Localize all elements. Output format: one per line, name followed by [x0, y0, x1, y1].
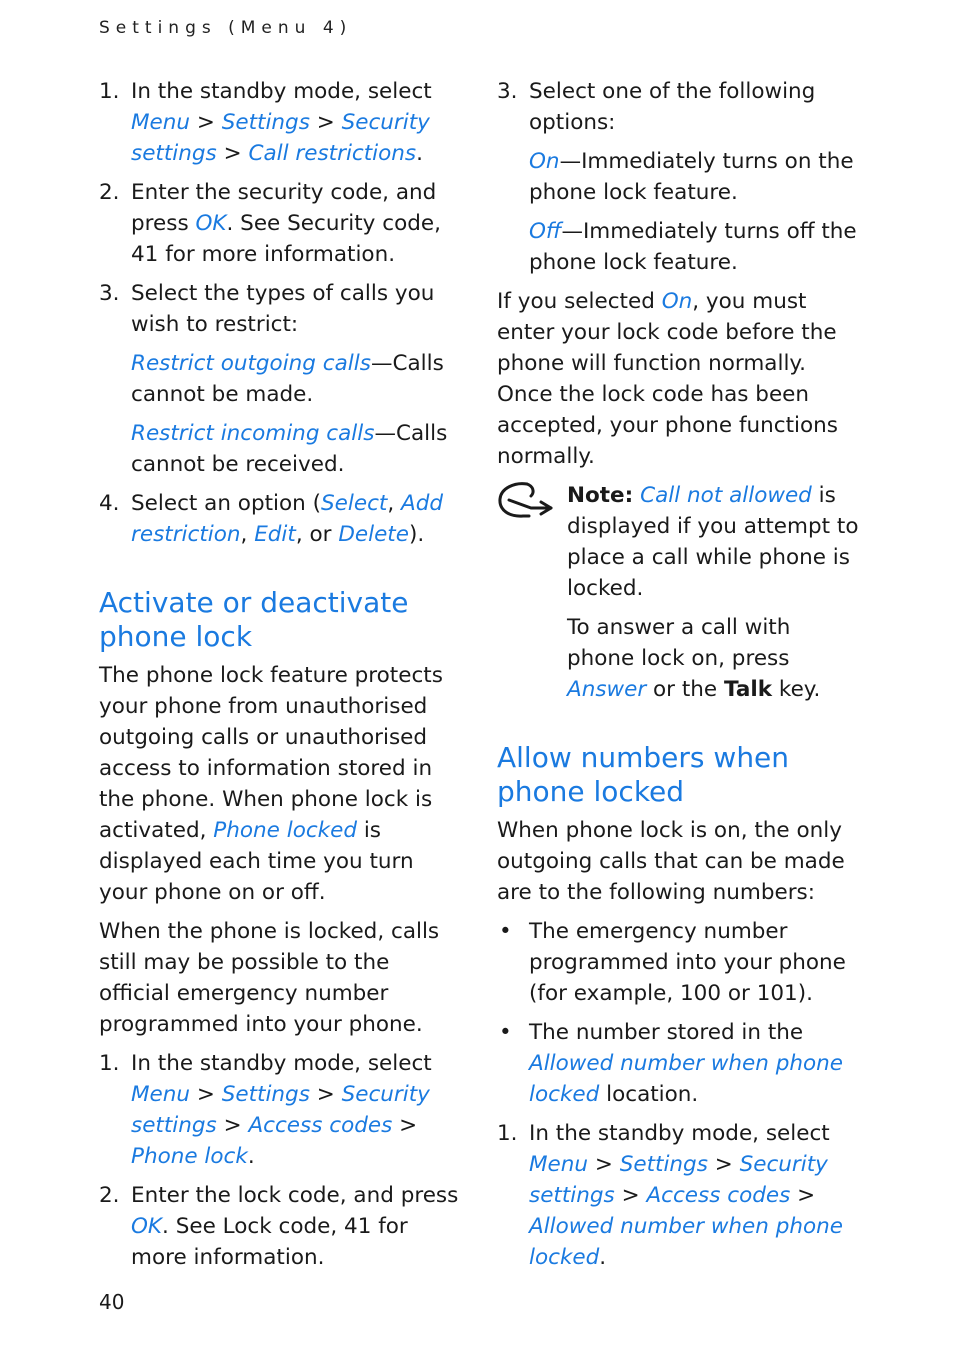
- period: .: [247, 1144, 255, 1169]
- step-number: 3.: [99, 281, 120, 306]
- step-number: 3.: [497, 79, 518, 104]
- separator: ,: [387, 491, 402, 516]
- separator: >: [588, 1152, 620, 1177]
- option-description: —Immediately turns off the phone lock feature.: [529, 219, 857, 275]
- step-text: . See Lock code, 41 for more information.: [131, 1214, 408, 1270]
- restrict-outgoing-link: Restrict outgoing calls: [131, 351, 371, 376]
- separator: , or: [295, 522, 339, 547]
- ok-link: OK: [195, 211, 227, 236]
- access-codes-link: Access codes: [248, 1113, 393, 1138]
- step-text: Enter the security code, and press: [131, 180, 437, 236]
- security-settings-link: Security settings: [131, 1082, 430, 1138]
- call-restrictions-link: Call restrictions: [248, 141, 417, 166]
- left-lock-step-1: [99, 1048, 464, 1172]
- note-body: is displayed if you attempt to place a call while phone is locked.: [567, 483, 859, 601]
- bullet-dot: •: [499, 919, 512, 944]
- step-text: Enter the lock code, and press: [131, 1183, 459, 1208]
- option-restrict-outgoing: [99, 348, 464, 410]
- phone-lock-description: [99, 660, 464, 908]
- step-number: 1.: [497, 1121, 518, 1146]
- page-number: 40: [99, 1290, 125, 1314]
- paragraph-text: , you must enter your lock code before the phone will function normally. Once the lock code has been accepted, your phone functions normally.: [497, 289, 838, 469]
- call-not-allowed-link: Call not allowed: [640, 483, 812, 508]
- note-block: [497, 480, 862, 705]
- step-text: In the standby mode, select: [529, 1121, 830, 1146]
- left-step-3: [99, 278, 464, 340]
- option-on: [497, 146, 862, 208]
- separator: >: [614, 1183, 647, 1208]
- step-text: Select an option (: [131, 491, 322, 516]
- settings-link: Settings: [619, 1152, 708, 1177]
- on-link: On: [661, 289, 693, 314]
- select-link: Select: [321, 491, 388, 516]
- access-codes-link: Access codes: [646, 1183, 791, 1208]
- section-heading-allow-numbers: Allow numbers when phone locked: [497, 741, 790, 808]
- separator: ,: [240, 522, 255, 547]
- separator: >: [309, 110, 342, 135]
- bullet-allowed-number: [497, 1017, 862, 1110]
- separator: >: [392, 1113, 418, 1138]
- left-lock-step-2: [99, 1180, 464, 1273]
- step-number: 2.: [99, 1183, 120, 1208]
- paragraph-text: If you selected: [497, 289, 662, 314]
- right-step-3: [497, 76, 862, 138]
- settings-link: Settings: [221, 1082, 310, 1107]
- allowed-number-link: Allowed number when phone locked: [529, 1051, 844, 1107]
- step-text: Select one of the following options:: [529, 79, 816, 135]
- bullet-text: The emergency number programmed into your phone (for example, 100 or 101).: [529, 919, 846, 1006]
- section-heading-phone-lock: Activate or deactivate phone lock: [99, 586, 409, 653]
- separator: >: [190, 1082, 222, 1107]
- step-text: In the standby mode, select: [131, 79, 432, 104]
- note-hand-icon: [497, 480, 553, 520]
- restrict-incoming-link: Restrict incoming calls: [131, 421, 375, 446]
- right-column: [497, 76, 862, 1281]
- separator: >: [190, 110, 222, 135]
- left-step-1: [99, 76, 464, 169]
- right-step-1: [497, 1118, 862, 1273]
- bullet-text: location.: [599, 1082, 699, 1107]
- separator: >: [216, 141, 249, 166]
- running-header: Settings (Menu 4): [99, 18, 353, 38]
- bullet-text: The number stored in the: [529, 1020, 804, 1045]
- security-settings-link: Security settings: [131, 110, 430, 166]
- separator: >: [707, 1152, 740, 1177]
- settings-link: Settings: [221, 110, 310, 135]
- step-number: 1.: [99, 1051, 120, 1076]
- bullet-dot: •: [499, 1020, 512, 1045]
- allowed-number-link: Allowed number when phone locked: [529, 1214, 844, 1270]
- left-step-2: [99, 177, 464, 270]
- step-number: 2.: [99, 180, 120, 205]
- bullet-emergency-number: [497, 916, 862, 1009]
- menu-link: Menu: [529, 1152, 589, 1177]
- ok-link: OK: [131, 1214, 163, 1239]
- on-link: On: [529, 149, 560, 174]
- talk-key-label: Talk: [723, 677, 773, 702]
- security-settings-link: Security settings: [529, 1152, 828, 1208]
- step-text: . See Security code, 41 for more information.: [131, 211, 441, 267]
- option-restrict-incoming: [99, 418, 464, 480]
- note-body: To answer a call with phone lock on, press: [567, 615, 791, 671]
- left-step-4: [99, 488, 464, 550]
- option-off: [497, 216, 862, 278]
- add-restriction-link: Add restriction: [131, 491, 444, 547]
- delete-link: Delete: [338, 522, 409, 547]
- closing-paren: ).: [408, 522, 425, 547]
- option-description: —Calls cannot be made.: [131, 351, 444, 407]
- option-description: —Calls cannot be received.: [131, 421, 448, 477]
- left-column: [99, 76, 464, 1281]
- note-body: or the: [646, 677, 724, 702]
- note-answer-text: [567, 612, 862, 705]
- locked-calls-paragraph: When the phone is locked, calls still may be possible to the official emergency number programmed into your phone.: [99, 919, 440, 1037]
- phone-lock-link: Phone lock: [131, 1144, 248, 1169]
- period: .: [599, 1245, 607, 1270]
- answer-link: Answer: [567, 677, 647, 702]
- period: .: [416, 141, 423, 166]
- step-text: Select the types of calls you wish to restrict:: [131, 281, 435, 337]
- option-description: —Immediately turns on the phone lock feature.: [529, 149, 854, 205]
- note-label: Note:: [567, 483, 634, 508]
- off-link: Off: [529, 219, 562, 244]
- edit-link: Edit: [254, 522, 296, 547]
- step-number: 4.: [99, 491, 120, 516]
- allow-numbers-paragraph: When phone lock is on, the only outgoing calls that can be made are to the following numbers:: [497, 818, 845, 905]
- menu-link: Menu: [131, 1082, 191, 1107]
- paragraph-text: is displayed each time you turn your phone on or off.: [99, 818, 414, 905]
- menu-link: Menu: [131, 110, 191, 135]
- separator: >: [790, 1183, 816, 1208]
- note-body: key.: [772, 677, 821, 702]
- paragraph-text: The phone lock feature protects your phone from unauthorised outgoing calls or unauthorised access to information stored in the phone. When phone lock is activated,: [99, 663, 443, 843]
- note-text: [567, 480, 862, 604]
- lock-code-paragraph: [497, 286, 862, 472]
- step-text: In the standby mode, select: [131, 1051, 432, 1076]
- phone-locked-link: Phone locked: [213, 818, 357, 843]
- separator: >: [216, 1113, 249, 1138]
- separator: >: [309, 1082, 342, 1107]
- step-number: 1.: [99, 79, 120, 104]
